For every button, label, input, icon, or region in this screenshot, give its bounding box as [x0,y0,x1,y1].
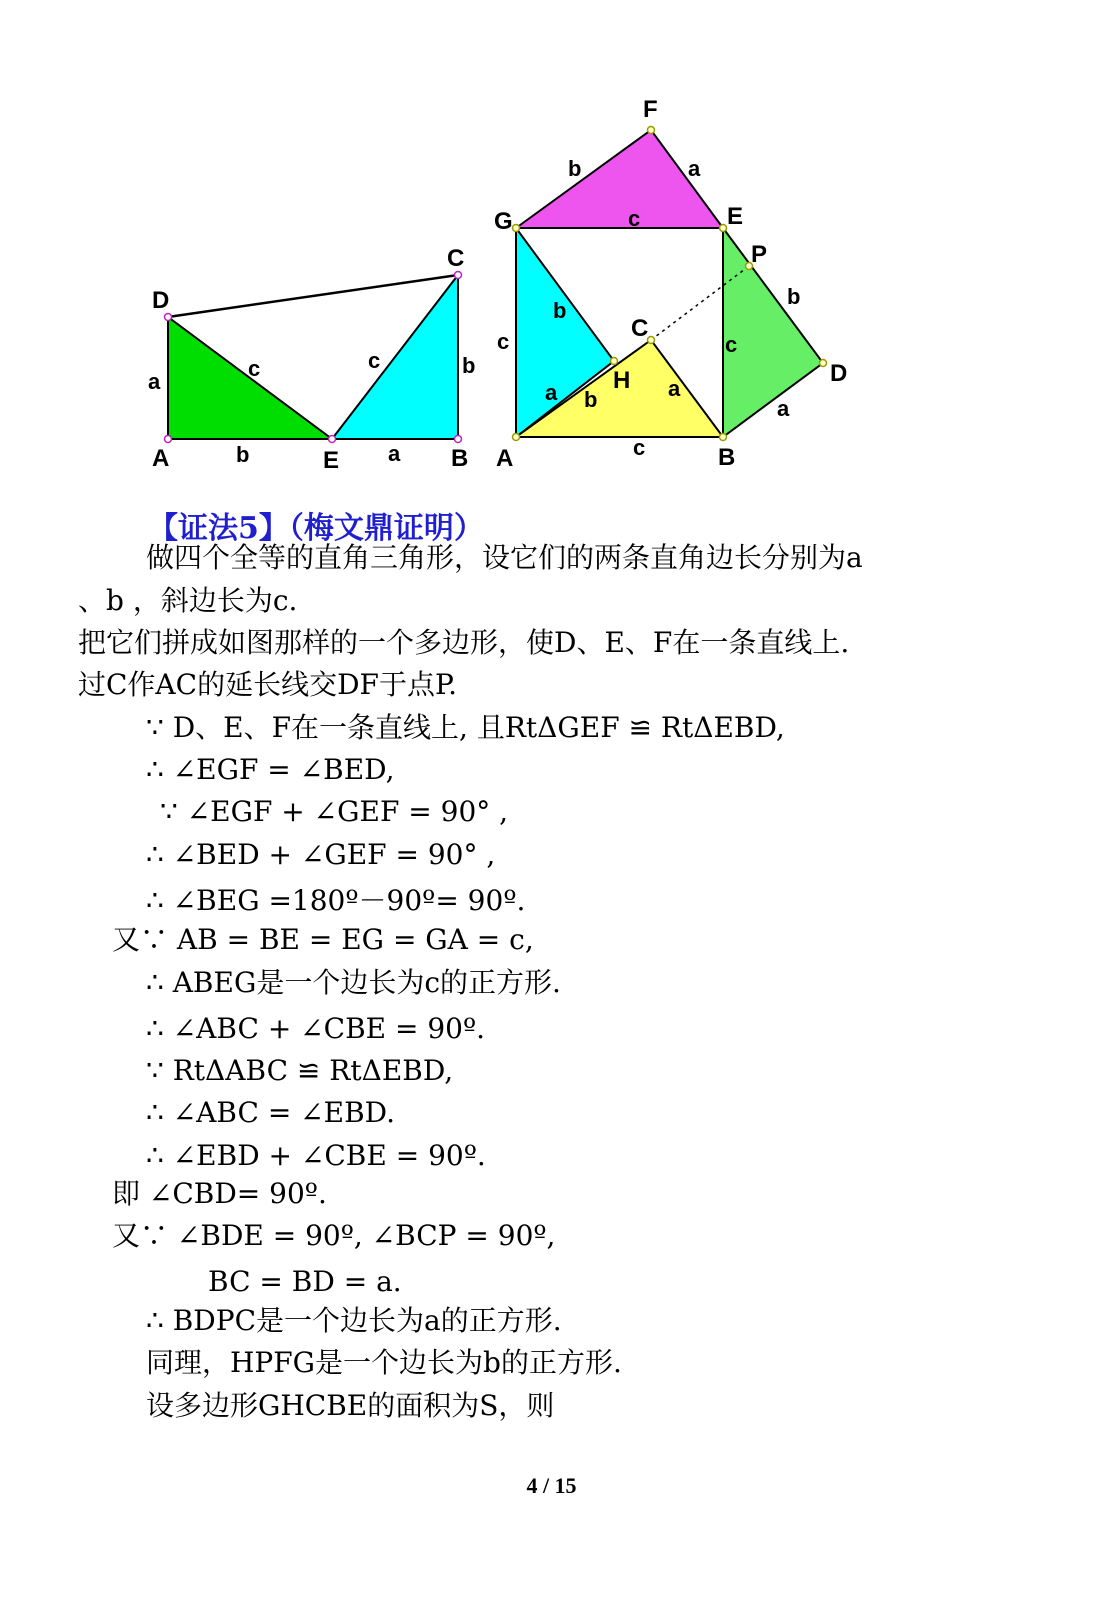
label-side: b [568,156,582,181]
label-side: b [236,442,250,467]
label-side: a [668,376,681,401]
text-line: 又∵ ∠BDE = 90º, ∠BCP = 90º, [112,1219,556,1252]
label-side: b [553,298,567,323]
text-line: 做四个全等的直角三角形，设它们的两条直角边长分别为a [146,541,863,574]
label-side: b [787,284,801,309]
left-figure [148,245,475,474]
label-point: B [718,444,736,471]
label-side: a [777,396,790,421]
text-line: ∴ ∠EBD + ∠CBE = 90º. [146,1139,486,1172]
label-point: A [152,445,170,472]
label-side: a [148,369,161,394]
text-line: ∵ RtΔABC ≌ RtΔEBD, [146,1054,454,1087]
label-side: a [388,441,401,466]
label-point: G [494,208,513,235]
figure-area [0,0,1103,500]
text-line: ∵ ∠EGF + ∠GEF = 90° , [160,795,509,828]
page-number: 4 / 15 [526,1473,577,1498]
label-side: c [368,348,381,373]
text-line: ∴ ∠BEG =180º－90º= 90º. [146,884,526,917]
geometry-figure [0,0,1103,500]
label-point: D [152,287,170,314]
text-line: 设多边形GHCBE的面积为S，则 [146,1389,555,1422]
label-side: c [248,356,261,381]
text-line: ∴ ∠ABC + ∠CBE = 90º. [146,1012,486,1045]
label-point: C [631,315,649,342]
label-point: E [727,203,744,230]
label-side: a [688,156,701,181]
text-line: ∴ ∠BED + ∠GEF = 90° , [146,838,496,871]
label-point: F [643,96,658,123]
label-point: P [751,241,768,268]
label-point: A [496,445,514,472]
cyan-triangle [332,275,458,439]
text-line: 把它们拼成如图那样的一个多边形，使D、E、F在一条直线上. [78,626,850,659]
proof-heading: 【证法5】（梅文鼎证明） [148,511,484,546]
text-line: 即 ∠CBD= 90º. [112,1177,327,1210]
label-side: c [497,329,510,354]
label-side: a [545,380,558,405]
text-line: ∴ ABEG是一个边长为c的正方形. [146,966,561,999]
right-figure [494,96,847,472]
text-line: 又∵ AB = BE = EG = GA = c, [112,923,534,956]
green-triangle-right [723,228,823,437]
label-side: b [584,387,598,412]
label-side: c [628,206,641,231]
text-line: 同理，HPFG是一个边长为b的正方形. [146,1346,622,1379]
text-line: BC = BD = a. [208,1265,402,1298]
label-side: b [462,353,476,378]
line-dc [168,275,458,317]
label-point: C [447,245,465,272]
text-line: ∴ BDPC是一个边长为a的正方形. [146,1304,562,1337]
text-line: 过C作AC的延长线交DF于点P. [78,668,458,701]
label-point: E [323,447,340,474]
label-point: D [830,360,848,387]
text-line: ∴ ∠ABC = ∠EBD. [146,1096,396,1129]
text-line: 、b ，斜边长为c. [78,584,298,617]
text-line: ∴ ∠EGF = ∠BED, [146,753,395,786]
label-point: H [613,367,631,394]
text-line: ∵ D、E、F在一条直线上, 且RtΔGEF ≌ RtΔEBD, [146,711,785,744]
label-point: B [451,445,469,472]
label-side: c [725,332,738,357]
label-side: c [633,435,646,460]
